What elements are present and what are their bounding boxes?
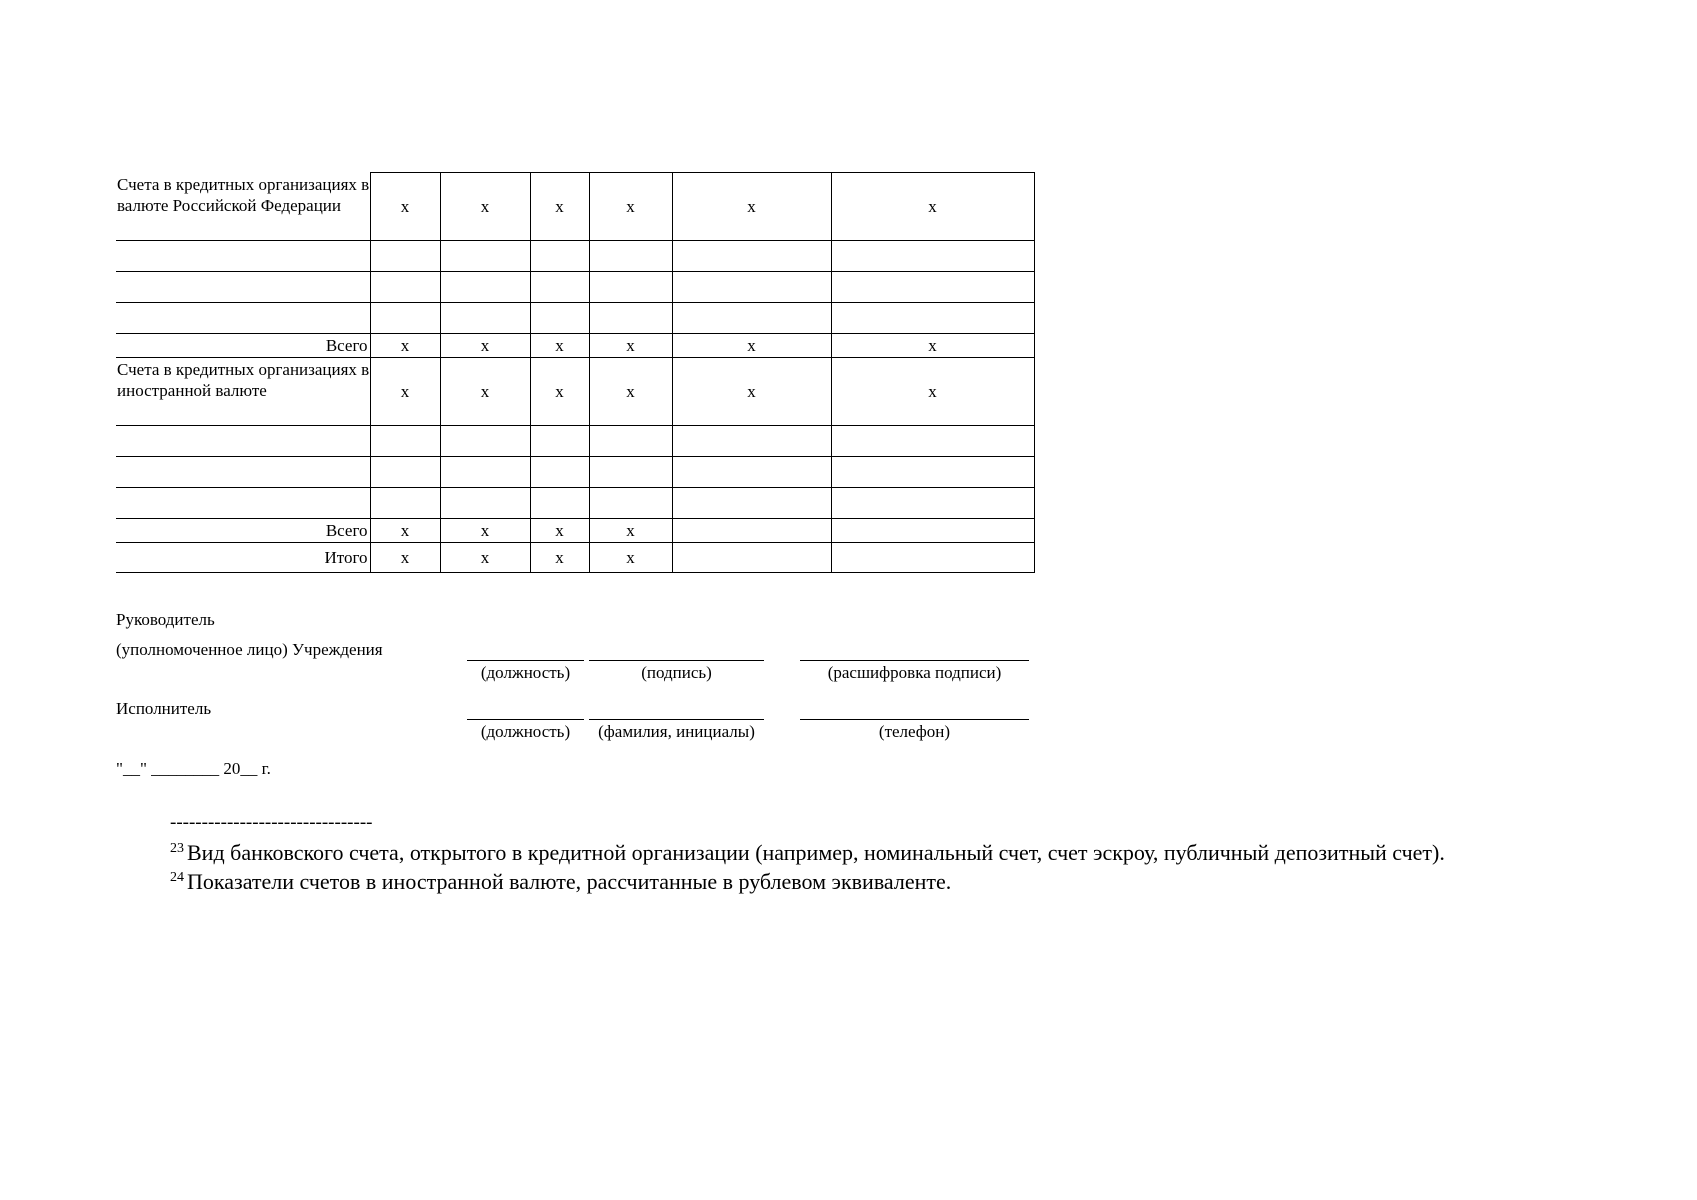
exec-caption-name: (фамилия, инициалы) xyxy=(598,722,755,741)
total-label: Всего xyxy=(116,519,370,543)
table-cell xyxy=(370,272,440,303)
row-label-blank xyxy=(116,488,370,519)
total-row xyxy=(116,519,1034,543)
table-cell xyxy=(589,457,672,488)
table-row xyxy=(116,241,1034,272)
cell-mark: x xyxy=(370,519,440,543)
executor-label: Исполнитель xyxy=(116,699,212,718)
table-cell xyxy=(831,519,1034,543)
cell-mark: x xyxy=(831,358,1034,426)
head-caption-decode: (расшифровка подписи) xyxy=(827,663,1002,682)
table-cell xyxy=(530,303,589,334)
accounts-table xyxy=(116,172,1035,573)
table-cell xyxy=(440,488,530,519)
grand-total-label: Итого xyxy=(116,543,370,573)
table-cell xyxy=(831,272,1034,303)
row-label-blank xyxy=(116,426,370,457)
head-caption-position: (должность) xyxy=(480,663,571,682)
table-row xyxy=(116,457,1034,488)
table-row xyxy=(116,426,1034,457)
table-cell xyxy=(589,303,672,334)
section-fx-header-row xyxy=(116,358,1034,426)
table-cell xyxy=(589,272,672,303)
cell-mark: x xyxy=(672,334,831,358)
table-cell xyxy=(831,457,1034,488)
section-fx-label: Счета в кредитных организациях в иностранной валюте xyxy=(116,358,370,426)
cell-mark: x xyxy=(530,173,589,241)
cell-mark: x xyxy=(370,334,440,358)
table-cell xyxy=(370,303,440,334)
table-cell xyxy=(831,426,1034,457)
table-cell xyxy=(370,241,440,272)
cell-mark: x xyxy=(370,543,440,573)
cell-mark: x xyxy=(440,358,530,426)
table-cell xyxy=(440,303,530,334)
table-cell xyxy=(370,426,440,457)
table-cell xyxy=(831,303,1034,334)
table-row xyxy=(116,303,1034,334)
table-cell xyxy=(672,272,831,303)
table-cell xyxy=(672,457,831,488)
section-rub-header-row xyxy=(116,173,1034,241)
table-cell xyxy=(589,488,672,519)
table-row xyxy=(116,272,1034,303)
table-cell xyxy=(530,241,589,272)
section-rub-label: Счета в кредитных организациях в валюте Российской Федерации xyxy=(116,173,370,241)
row-label-blank xyxy=(116,272,370,303)
cell-mark: x xyxy=(672,358,831,426)
footnote-24-number: 24 xyxy=(170,870,184,885)
table-cell xyxy=(370,488,440,519)
table-cell xyxy=(672,426,831,457)
table-cell xyxy=(530,488,589,519)
cell-mark: x xyxy=(370,173,440,241)
table-cell xyxy=(530,457,589,488)
cell-mark: x xyxy=(831,334,1034,358)
row-label-blank xyxy=(116,303,370,334)
table-cell xyxy=(589,426,672,457)
exec-caption-position: (должность) xyxy=(480,722,571,741)
exec-name-line xyxy=(589,719,764,720)
cell-mark: x xyxy=(440,519,530,543)
table-cell xyxy=(589,241,672,272)
table-cell xyxy=(440,241,530,272)
table-cell xyxy=(440,272,530,303)
table-cell xyxy=(831,488,1034,519)
table-cell xyxy=(530,272,589,303)
cell-mark: x xyxy=(530,543,589,573)
table-cell xyxy=(672,488,831,519)
head-signature-line xyxy=(589,660,764,661)
cell-mark: x xyxy=(672,173,831,241)
footnote-23 xyxy=(170,839,1445,867)
head-caption-signature: (подпись) xyxy=(641,663,712,682)
head-label-line1: Руководитель xyxy=(116,610,215,629)
cell-mark: x xyxy=(589,334,672,358)
cell-mark: x xyxy=(440,173,530,241)
cell-mark: x xyxy=(440,334,530,358)
cell-mark: x xyxy=(589,519,672,543)
footnote-24-text: Показатели счетов в иностранной валюте, рассчитанные в рублевом эквиваленте. xyxy=(187,869,952,894)
cell-mark: x xyxy=(589,543,672,573)
table-row xyxy=(116,488,1034,519)
table-cell xyxy=(370,457,440,488)
head-label-line2: (уполномоченное лицо) Учреждения xyxy=(116,640,383,659)
exec-position-line xyxy=(467,719,584,720)
cell-mark: x xyxy=(530,519,589,543)
cell-mark: x xyxy=(589,173,672,241)
cell-mark: x xyxy=(530,334,589,358)
cell-mark: x xyxy=(589,358,672,426)
footnote-separator: -------------------------------- xyxy=(170,812,373,833)
row-label-blank xyxy=(116,457,370,488)
date-line: "__" ________ 20__ г. xyxy=(116,759,271,778)
cell-mark: x xyxy=(370,358,440,426)
cell-mark: x xyxy=(440,543,530,573)
head-position-line xyxy=(467,660,584,661)
total-row xyxy=(116,334,1034,358)
table-cell xyxy=(440,457,530,488)
cell-mark: x xyxy=(530,358,589,426)
table-cell xyxy=(672,303,831,334)
table-cell xyxy=(672,543,831,573)
footnote-24 xyxy=(170,868,951,896)
table-cell xyxy=(672,519,831,543)
exec-phone-line xyxy=(800,719,1029,720)
exec-caption-phone: (телефон) xyxy=(878,722,951,741)
head-decode-line xyxy=(800,660,1029,661)
table-cell xyxy=(831,543,1034,573)
table-cell xyxy=(440,426,530,457)
footnote-23-text: Вид банковского счета, открытого в кредитной организации (например, номинальный счет, счет эскроу, публичный депозитный счет). xyxy=(187,840,1445,865)
table-cell xyxy=(530,426,589,457)
row-label-blank xyxy=(116,241,370,272)
cell-mark: x xyxy=(831,173,1034,241)
table-cell xyxy=(831,241,1034,272)
footnote-23-number: 23 xyxy=(170,841,184,856)
table-cell xyxy=(672,241,831,272)
grand-total-row xyxy=(116,543,1034,573)
total-label: Всего xyxy=(116,334,370,358)
